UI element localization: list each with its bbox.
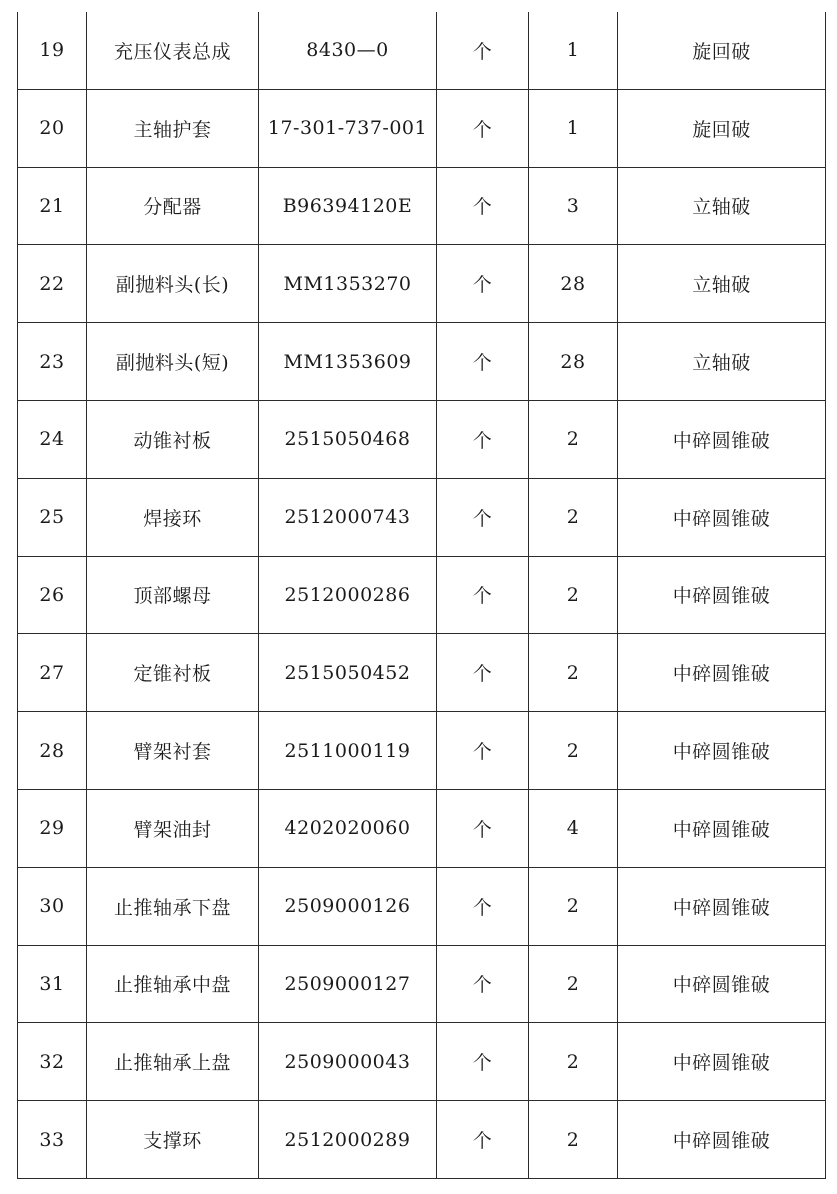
- part-name-cell: 副抛料头(短): [87, 323, 259, 401]
- table-row: [18, 1023, 826, 1101]
- table-row: [18, 634, 826, 712]
- part-code-cell: B96394120E: [259, 167, 437, 245]
- quantity-cell: 28: [529, 245, 618, 323]
- row-number-cell: 31: [18, 945, 87, 1023]
- part-code-cell: 2511000119: [259, 712, 437, 790]
- part-name-cell: 臂架油封: [87, 789, 259, 867]
- part-code-cell: 2515050452: [259, 634, 437, 712]
- equipment-cell: 中碎圆锥破: [618, 712, 826, 790]
- row-number-cell: 23: [18, 323, 87, 401]
- equipment-cell: 旋回破: [618, 89, 826, 167]
- row-number-cell: 27: [18, 634, 87, 712]
- quantity-cell: 2: [529, 1023, 618, 1101]
- equipment-cell: 中碎圆锥破: [618, 1023, 826, 1101]
- equipment-cell: 旋回破: [618, 12, 826, 89]
- part-code-cell: 2509000127: [259, 945, 437, 1023]
- equipment-cell: 立轴破: [618, 245, 826, 323]
- part-name-cell: 顶部螺母: [87, 556, 259, 634]
- row-number-cell: 30: [18, 867, 87, 945]
- table-row: [18, 478, 826, 556]
- unit-cell: 个: [437, 789, 529, 867]
- row-number-cell: 19: [18, 12, 87, 89]
- equipment-cell: 中碎圆锥破: [618, 556, 826, 634]
- equipment-cell: 中碎圆锥破: [618, 478, 826, 556]
- part-name-cell: 动锥衬板: [87, 400, 259, 478]
- unit-cell: 个: [437, 634, 529, 712]
- part-code-cell: 2512000743: [259, 478, 437, 556]
- quantity-cell: 2: [529, 556, 618, 634]
- part-code-cell: 2515050468: [259, 400, 437, 478]
- unit-cell: 个: [437, 245, 529, 323]
- part-name-cell: 止推轴承下盘: [87, 867, 259, 945]
- equipment-cell: 中碎圆锥破: [618, 789, 826, 867]
- row-number-cell: 33: [18, 1101, 87, 1179]
- part-name-cell: 分配器: [87, 167, 259, 245]
- part-name-cell: 充压仪表总成: [87, 12, 259, 89]
- part-name-cell: 焊接环: [87, 478, 259, 556]
- quantity-cell: 3: [529, 167, 618, 245]
- equipment-cell: 中碎圆锥破: [618, 867, 826, 945]
- part-code-cell: 4202020060: [259, 789, 437, 867]
- quantity-cell: 28: [529, 323, 618, 401]
- part-name-cell: 支撑环: [87, 1101, 259, 1179]
- quantity-cell: 2: [529, 478, 618, 556]
- unit-cell: 个: [437, 89, 529, 167]
- part-code-cell: 2509000126: [259, 867, 437, 945]
- parts-table: [17, 12, 826, 1179]
- part-code-cell: 2512000289: [259, 1101, 437, 1179]
- equipment-cell: 中碎圆锥破: [618, 634, 826, 712]
- row-number-cell: 29: [18, 789, 87, 867]
- table-row: [18, 12, 826, 89]
- unit-cell: 个: [437, 945, 529, 1023]
- part-code-cell: 17-301-737-001: [259, 89, 437, 167]
- row-number-cell: 25: [18, 478, 87, 556]
- quantity-cell: 2: [529, 945, 618, 1023]
- part-code-cell: 8430—0: [259, 12, 437, 89]
- parts-table-body: [18, 12, 826, 1178]
- table-row: [18, 400, 826, 478]
- unit-cell: 个: [437, 867, 529, 945]
- unit-cell: 个: [437, 12, 529, 89]
- quantity-cell: 2: [529, 634, 618, 712]
- unit-cell: 个: [437, 712, 529, 790]
- row-number-cell: 26: [18, 556, 87, 634]
- quantity-cell: 1: [529, 89, 618, 167]
- unit-cell: 个: [437, 478, 529, 556]
- part-name-cell: 止推轴承中盘: [87, 945, 259, 1023]
- quantity-cell: 1: [529, 12, 618, 89]
- part-name-cell: 止推轴承上盘: [87, 1023, 259, 1101]
- table-row: [18, 945, 826, 1023]
- table-row: [18, 245, 826, 323]
- table-row: [18, 323, 826, 401]
- quantity-cell: 2: [529, 400, 618, 478]
- part-name-cell: 主轴护套: [87, 89, 259, 167]
- unit-cell: 个: [437, 556, 529, 634]
- row-number-cell: 20: [18, 89, 87, 167]
- row-number-cell: 21: [18, 167, 87, 245]
- unit-cell: 个: [437, 400, 529, 478]
- equipment-cell: 立轴破: [618, 323, 826, 401]
- part-name-cell: 臂架衬套: [87, 712, 259, 790]
- part-code-cell: MM1353609: [259, 323, 437, 401]
- table-row: [18, 167, 826, 245]
- part-name-cell: 定锥衬板: [87, 634, 259, 712]
- quantity-cell: 2: [529, 867, 618, 945]
- part-name-cell: 副抛料头(长): [87, 245, 259, 323]
- quantity-cell: 4: [529, 789, 618, 867]
- table-row: [18, 789, 826, 867]
- unit-cell: 个: [437, 323, 529, 401]
- unit-cell: 个: [437, 1023, 529, 1101]
- unit-cell: 个: [437, 1101, 529, 1179]
- table-row: [18, 712, 826, 790]
- row-number-cell: 28: [18, 712, 87, 790]
- part-code-cell: 2512000286: [259, 556, 437, 634]
- row-number-cell: 32: [18, 1023, 87, 1101]
- table-row: [18, 867, 826, 945]
- table-row: [18, 89, 826, 167]
- part-code-cell: 2509000043: [259, 1023, 437, 1101]
- equipment-cell: 中碎圆锥破: [618, 400, 826, 478]
- unit-cell: 个: [437, 167, 529, 245]
- quantity-cell: 2: [529, 1101, 618, 1179]
- row-number-cell: 22: [18, 245, 87, 323]
- equipment-cell: 中碎圆锥破: [618, 1101, 826, 1179]
- equipment-cell: 立轴破: [618, 167, 826, 245]
- table-row: [18, 556, 826, 634]
- part-code-cell: MM1353270: [259, 245, 437, 323]
- table-row: [18, 1101, 826, 1179]
- quantity-cell: 2: [529, 712, 618, 790]
- row-number-cell: 24: [18, 400, 87, 478]
- equipment-cell: 中碎圆锥破: [618, 945, 826, 1023]
